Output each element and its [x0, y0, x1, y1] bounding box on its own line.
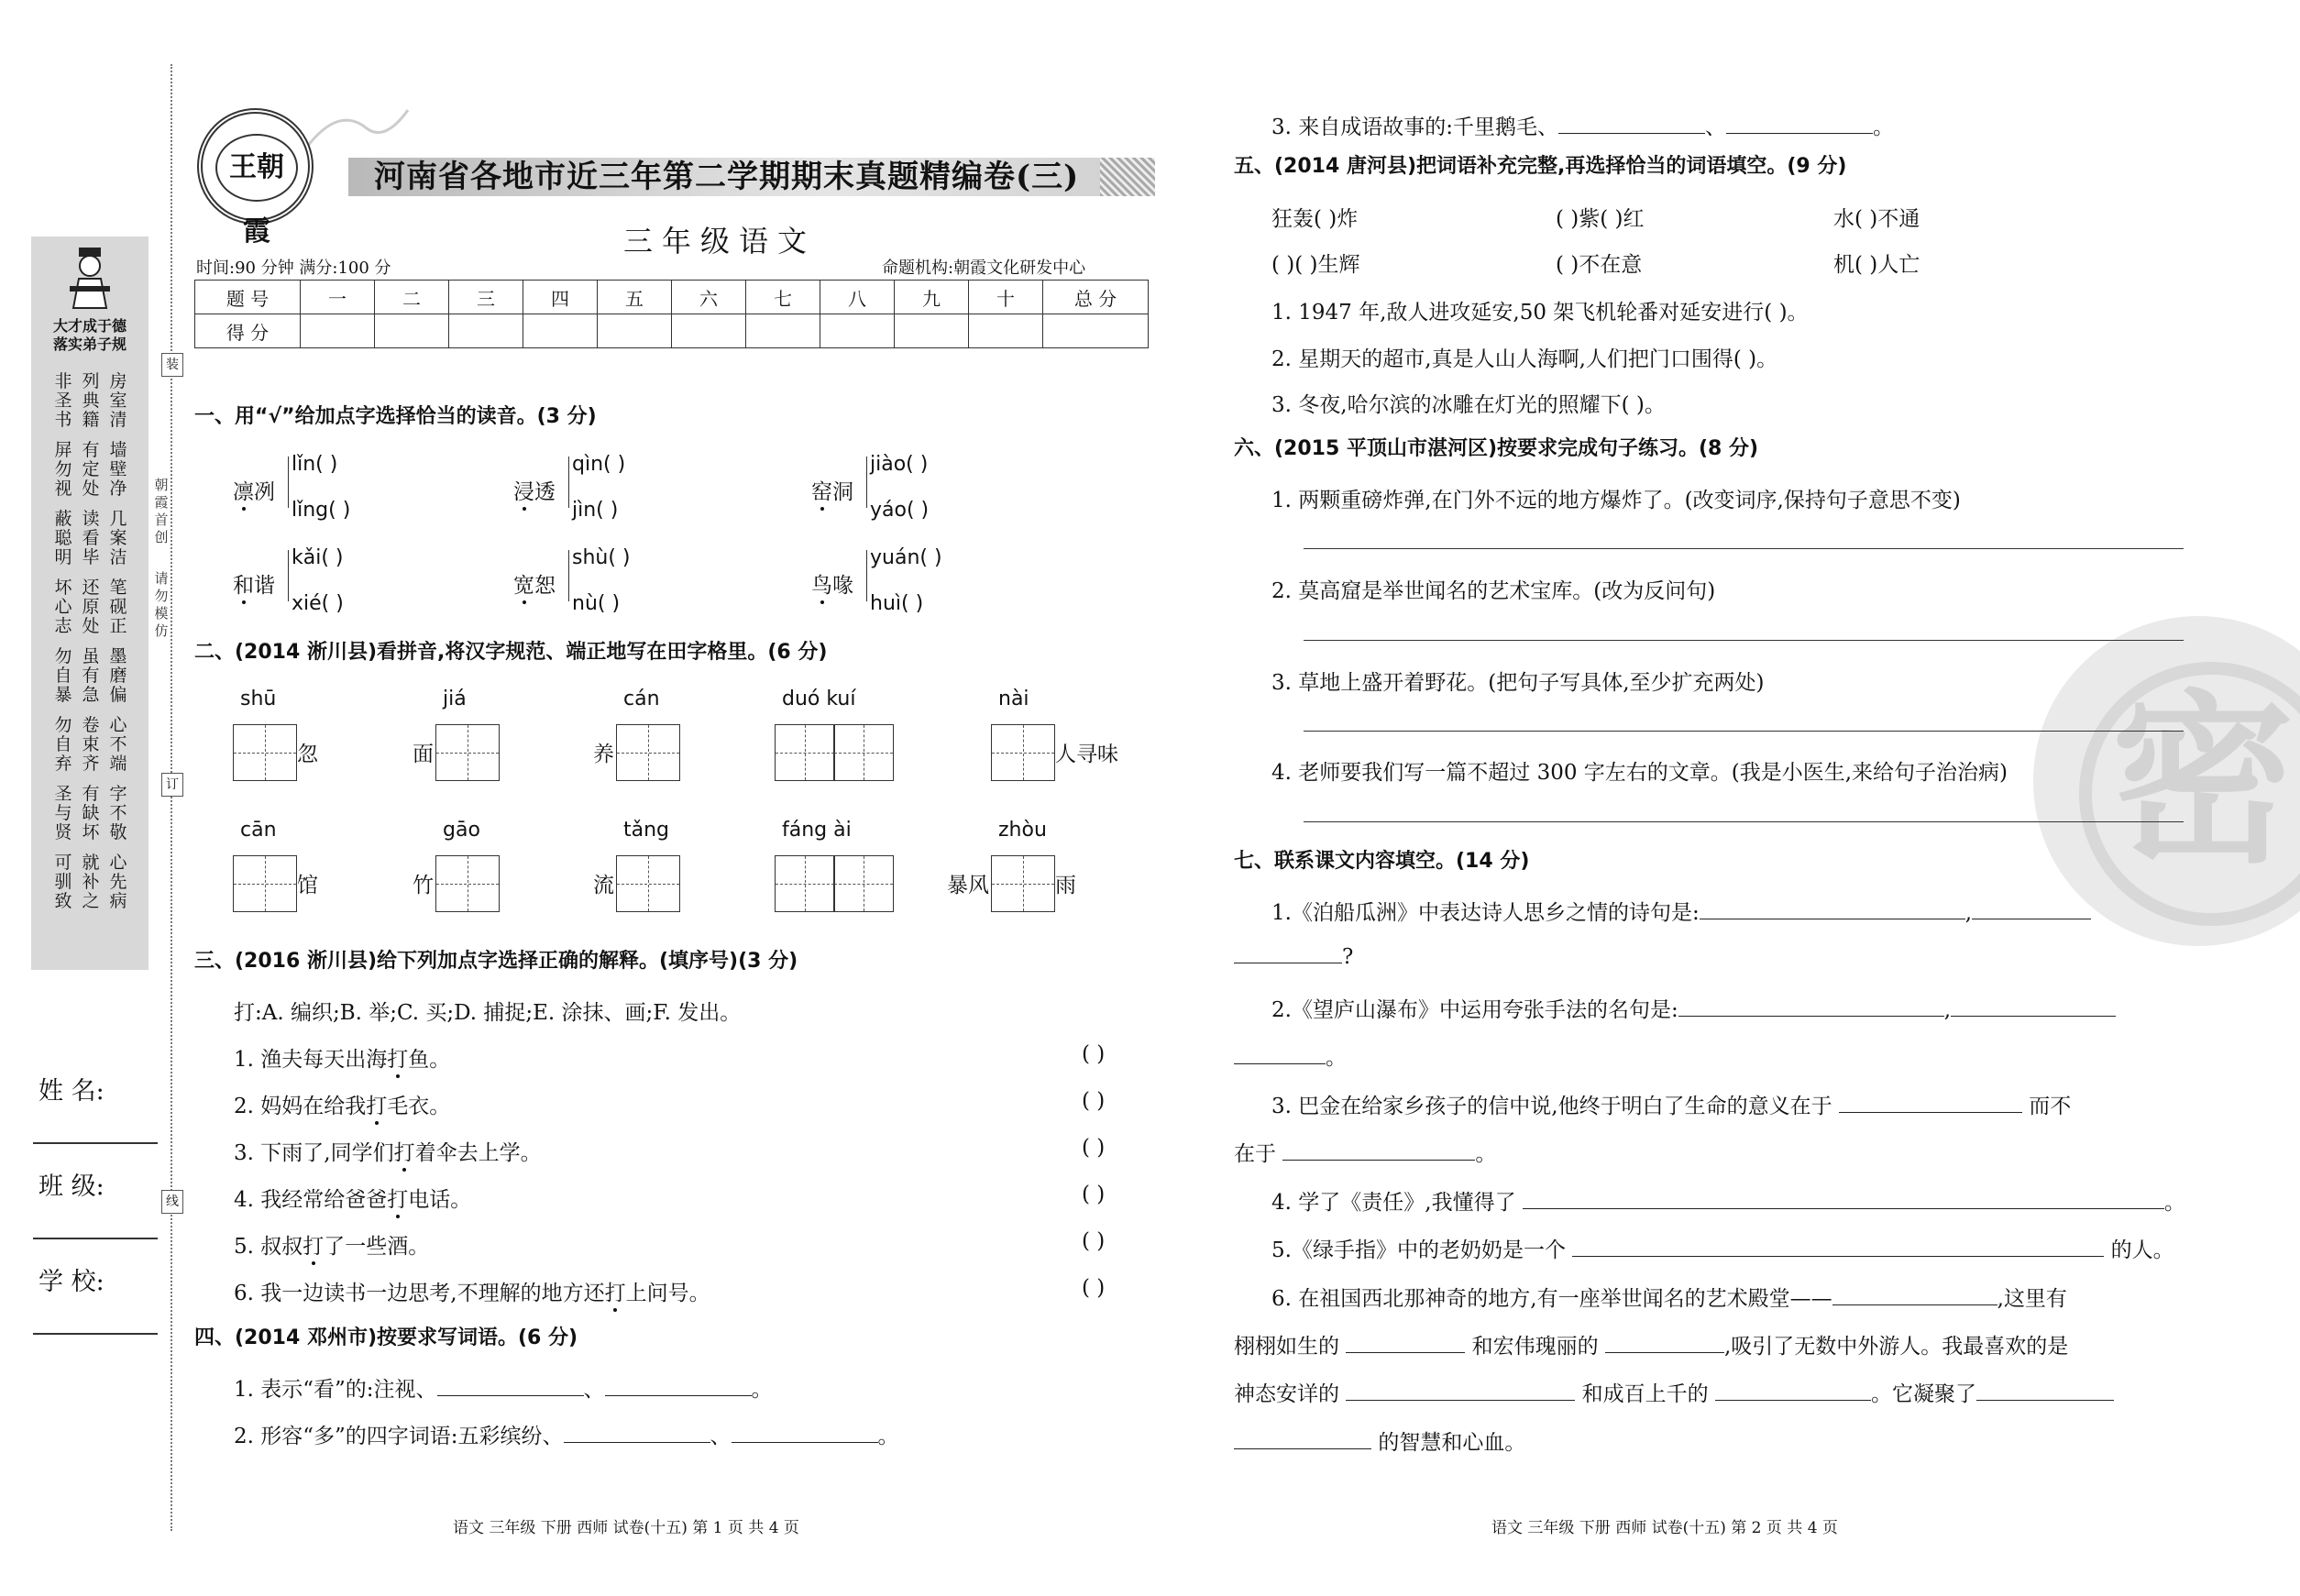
s2-char-after: 忽: [297, 743, 318, 766]
s5-q2[interactable]: 2. 星期天的超市,真是人山人海啊,人们把门口围得( )。: [1271, 347, 1778, 371]
s2-pinyin: jiá: [443, 688, 467, 710]
s1-word: [811, 475, 853, 505]
score-header-cell: 总 分: [1043, 281, 1149, 314]
s1-option-2[interactable]: jìn( ): [572, 499, 619, 522]
s5-q3[interactable]: 3. 冬夜,哈尔滨的冰雕在灯光的照耀下( )。: [1271, 393, 1666, 417]
s7-q6-blank-7[interactable]: [1234, 1430, 1371, 1449]
score-cell[interactable]: [375, 314, 449, 348]
s7-q2: 2.《望庐山瀑布》中运用夸张手法的名句是: ,: [1271, 993, 2116, 1023]
s1-char: 谐: [254, 574, 275, 598]
tianzige-cell[interactable]: [833, 724, 894, 781]
proverb-group: [50, 716, 138, 785]
s7-q2-cont: 。: [1234, 1040, 1347, 1071]
proverb-column: 蔽聪明: [54, 509, 72, 567]
s2-pinyin: fáng ài: [782, 819, 852, 842]
s5-idiom[interactable]: ( )不在意: [1556, 253, 1643, 277]
s1-option-1[interactable]: yuán( ): [870, 546, 942, 569]
s3-question: 4. 我经常给爸爸打电话。: [234, 1188, 472, 1212]
proverb-column: 笔砚正: [109, 578, 127, 636]
s2-pinyin: shū: [240, 688, 277, 710]
tianzige-cell[interactable]: [775, 855, 835, 912]
proverb-column: 心不端: [109, 715, 127, 774]
proverb-group: [50, 853, 138, 922]
name-label: 姓 名:: [39, 1077, 105, 1106]
proverb-column: 字不敬: [109, 784, 127, 842]
s7-q6-blank-5[interactable]: [1715, 1381, 1871, 1401]
s4-blank-1a[interactable]: [437, 1377, 584, 1396]
s2-char-after: 馆: [297, 874, 318, 897]
school-field[interactable]: [33, 1333, 158, 1335]
s1-option-2[interactable]: yáo( ): [870, 499, 930, 522]
score-cell[interactable]: [449, 314, 523, 348]
s3-question: 6. 我一边读书一边思考,不理解的地方还打上问号。: [234, 1282, 710, 1305]
watermark-char: 密: [2111, 673, 2295, 888]
s5-idiom[interactable]: 机( )人亡: [1833, 253, 1920, 277]
s2-pinyin: cán: [623, 688, 660, 710]
s3-question: 1. 渔夫每天出海打鱼。: [234, 1048, 451, 1072]
s3-options: 打:A. 编织;B. 举;C. 买;D. 捕捉;E. 涂抹、画;F. 发出。: [234, 1001, 742, 1025]
s1-heading: 一、用“√”给加点字选择恰当的读音。(3 分): [194, 405, 597, 428]
score-header-cell: 题 号: [195, 281, 301, 314]
s4-blank-2a[interactable]: [564, 1424, 710, 1443]
s3-question: 2. 妈妈在给我打毛衣。: [234, 1095, 451, 1118]
s1-option-1[interactable]: kǎi( ): [292, 546, 344, 569]
score-cell[interactable]: [598, 314, 672, 348]
s6-answer-line-4[interactable]: [1304, 821, 2184, 822]
s1-dotted-char: 宽: [513, 574, 534, 598]
s4-item-1: 1. 表示“看”的:注视、 、 。: [234, 1378, 773, 1402]
proverb-group: [50, 785, 138, 853]
proverb-column: 屏勿视: [54, 440, 72, 499]
s7-heading: 七、联系课文内容填空。(14 分): [1234, 850, 1530, 873]
proverb-group: [50, 510, 138, 578]
s1-bracket: [288, 457, 289, 508]
bind-tag-zhuang: 装: [161, 353, 183, 377]
s1-bracket: [866, 550, 867, 601]
banner-pattern: [1100, 158, 1155, 196]
s1-dotted-char: 凛: [233, 480, 254, 504]
tianzige-cell[interactable]: [233, 855, 297, 912]
score-header-cell: 一: [301, 281, 375, 314]
proverb-column: 可驯致: [54, 853, 72, 911]
s1-dotted-char: 和: [233, 574, 254, 598]
score-table-score-row: [195, 314, 1149, 348]
score-cell[interactable]: [820, 314, 895, 348]
s7-q6-line-4: 的智慧和心血。: [1234, 1425, 1525, 1456]
class-field[interactable]: [33, 1238, 158, 1239]
s5-idiom[interactable]: ( )( )生辉: [1271, 253, 1360, 277]
s3-dotted-char: 打: [366, 1095, 388, 1118]
s7-q4: 4. 学了《责任》,我懂得了 。: [1271, 1191, 2185, 1215]
tianzige-cell[interactable]: [435, 724, 500, 781]
s1-option-1[interactable]: lǐn( ): [292, 453, 338, 476]
s3-dotted-char: 打: [303, 1235, 325, 1259]
s3-heading: 三、(2016 淅川县)给下列加点字选择正确的解释。(填序号)(3 分): [194, 950, 798, 973]
s1-char: 冽: [254, 480, 275, 504]
s5-idiom[interactable]: ( )紫( )红: [1556, 207, 1645, 231]
s7-q4-blank[interactable]: [1523, 1190, 2164, 1209]
s5-heading: 五、(2014 唐河县)把词语补充完整,再选择恰当的词语填空。(9 分): [1234, 155, 1847, 178]
score-header-cell: 三: [449, 281, 523, 314]
proverb-column: 有缺坏: [82, 784, 100, 842]
s7-q6-blank-2[interactable]: [1346, 1334, 1465, 1353]
proverb-column: 墨磨偏: [109, 646, 127, 705]
footer-left: 语文 三年级 下册 西师 试卷(十五) 第 1 页 共 4 页: [453, 1519, 799, 1537]
logo-text: 王朝霞: [215, 134, 298, 202]
s1-word: [513, 475, 556, 505]
s3-dotted-char: 打: [387, 1048, 409, 1072]
s2-char-before: 暴风: [947, 874, 989, 897]
proverb-column: 坏心志: [54, 578, 72, 636]
s4-blank-3a[interactable]: [1558, 115, 1705, 134]
score-cell[interactable]: [523, 314, 598, 348]
bind-tag-xian: 线: [161, 1190, 183, 1214]
s1-option-2[interactable]: xié( ): [292, 592, 344, 615]
s7-q1-cont: ?: [1234, 944, 1353, 969]
score-header-cell: 九: [895, 281, 969, 314]
s2-pinyin: duó kuí: [782, 688, 856, 710]
s1-dotted-char: 浸: [513, 480, 534, 504]
s3-answer-paren[interactable]: ( ): [1082, 1089, 1106, 1113]
s7-q6-blank-3[interactable]: [1605, 1334, 1724, 1353]
s7-q1-blank-1[interactable]: [1700, 900, 1965, 919]
s7-q6-line-3: 神态安详的 和成百上千的 。它凝聚了: [1234, 1377, 2114, 1407]
s3-answer-paren[interactable]: ( ): [1082, 1276, 1106, 1300]
proverb-grid: [50, 372, 138, 922]
s1-option-1[interactable]: qìn( ): [572, 453, 626, 476]
s1-bracket: [288, 550, 289, 601]
s4-item-2: 2. 形容“多”的四字词语:五彩缤纷、 、 。: [234, 1425, 899, 1448]
score-header-cell: 四: [523, 281, 598, 314]
s4-blank-2b[interactable]: [732, 1424, 878, 1443]
s7-q6-line-1: 6. 在祖国西北那神奇的地方,有一座举世闻名的艺术殿堂—— ,这里有: [1271, 1287, 2067, 1311]
s7-q6-blank-1[interactable]: [1832, 1286, 1997, 1305]
tianzige-cell[interactable]: [833, 855, 894, 912]
exam-title: 河南省各地市近三年第二学期期末真题精编卷(三): [374, 159, 1080, 195]
s1-dotted-char: 鸟: [811, 574, 832, 598]
s5-idiom[interactable]: 水( )不通: [1833, 207, 1920, 231]
tianzige-cell[interactable]: [616, 724, 680, 781]
proverb-column: 几案洁: [109, 509, 127, 567]
s2-char-before: 养: [593, 743, 614, 766]
s2-pinyin: cān: [240, 819, 277, 842]
score-header-cell: 七: [746, 281, 820, 314]
s7-q2-blank-3[interactable]: [1234, 1045, 1326, 1064]
s1-word: [513, 568, 556, 599]
score-cell[interactable]: [746, 314, 820, 348]
score-header-cell: 十: [969, 281, 1043, 314]
s1-dotted-char: 窑: [811, 480, 832, 504]
proverb-column: 还原处: [82, 578, 100, 636]
proverb-column: 勿自弃: [54, 715, 72, 774]
s7-q1-blank-3[interactable]: [1234, 944, 1342, 963]
s1-bracket: [568, 457, 569, 508]
class-label: 班 级:: [39, 1172, 105, 1201]
s1-char: 恕: [534, 574, 556, 598]
score-cell[interactable]: [1043, 314, 1149, 348]
s2-char-before: 流: [593, 874, 614, 897]
s5-q1[interactable]: 1. 1947 年,敌人进攻延安,50 架飞机轮番对延安进行( )。: [1271, 301, 1809, 325]
sidebar-motto: 大才成于德 落实弟子规: [52, 317, 127, 353]
s2-char-before: 面: [413, 743, 434, 766]
proverb-group: [50, 372, 138, 441]
s1-char: 透: [534, 480, 556, 504]
s1-word: [233, 475, 275, 505]
tianzige-cell[interactable]: [991, 724, 1055, 781]
s2-pinyin: nài: [998, 688, 1029, 710]
proverb-column: 就补之: [82, 853, 100, 911]
s7-q6-blank-6[interactable]: [1976, 1381, 2114, 1401]
proverb-group: [50, 647, 138, 716]
score-header-cell: 八: [820, 281, 895, 314]
org-info: 命题机构:朝霞文化研发中心: [882, 259, 1086, 278]
vertical-note-1: 朝霞首创: [154, 477, 169, 545]
proverb-column: 墙壁净: [109, 440, 127, 499]
proverb-column: 有定处: [82, 440, 100, 499]
score-cell[interactable]: [301, 314, 375, 348]
proverb-column: 心先病: [109, 853, 127, 911]
s3-answer-paren[interactable]: ( ): [1082, 1042, 1106, 1066]
s6-q2: 2. 莫高窟是举世闻名的艺术宝库。(改为反问句): [1271, 579, 1716, 603]
s7-q5-blank[interactable]: [1572, 1238, 2104, 1257]
s7-q3-blank-1[interactable]: [1839, 1094, 2022, 1113]
score-table-header-row: [195, 281, 1149, 314]
s4-blank-3b[interactable]: [1726, 115, 1873, 134]
tianzige-cell[interactable]: [616, 855, 680, 912]
s7-q5: 5.《绿手指》中的老奶奶是一个 的人。: [1271, 1238, 2174, 1262]
s1-option-2[interactable]: lǐng( ): [292, 499, 351, 522]
s7-q6-line-2: 栩栩如生的 和宏伟瑰丽的 ,吸引了无数中外游人。我最喜欢的是: [1234, 1335, 2069, 1359]
s7-q2-blank-2[interactable]: [1951, 997, 2116, 1017]
proverb-column: 列典籍: [82, 371, 100, 430]
s1-option-1[interactable]: jiào( ): [870, 453, 929, 476]
proverb-group: [50, 578, 138, 647]
s7-q2-blank-1[interactable]: [1678, 997, 1944, 1017]
s6-heading: 六、(2015 平顶山市湛河区)按要求完成句子练习。(8 分): [1234, 437, 1759, 460]
vertical-note-2: 请勿模仿: [154, 570, 169, 639]
s1-bracket: [568, 550, 569, 601]
scholar-figure-icon: [66, 246, 114, 310]
s4-blank-1b[interactable]: [605, 1377, 752, 1396]
score-row-label: 得 分: [195, 314, 301, 348]
s2-pinyin: gāo: [443, 819, 480, 842]
school-label: 学 校:: [39, 1268, 105, 1296]
proverb-column: 圣与贤: [54, 784, 72, 842]
score-cell[interactable]: [672, 314, 746, 348]
s2-heading: 二、(2014 淅川县)看拼音,将汉字规范、端正地写在田字格里。(6 分): [194, 641, 828, 664]
proverb-group: [50, 441, 138, 510]
s1-char: 洞: [832, 480, 853, 504]
s5-idiom[interactable]: 狂轰( )炸: [1271, 207, 1359, 231]
score-cell[interactable]: [895, 314, 969, 348]
s6-answer-line-3[interactable]: [1304, 731, 2184, 732]
score-cell[interactable]: [969, 314, 1043, 348]
s3-dotted-char: 打: [393, 1141, 415, 1165]
s7-q3-cont: 在于 。: [1234, 1142, 1497, 1166]
tianzige-cell[interactable]: [435, 855, 500, 912]
sidebar-panel: [31, 237, 149, 970]
s3-question: 5. 叔叔打了一些酒。: [234, 1235, 430, 1259]
time-info: 时间:90 分钟 满分:100 分: [196, 259, 391, 278]
subject-title: 三年级语文: [623, 224, 817, 259]
ribbon-decoration-icon: [303, 101, 413, 156]
s1-word: [811, 568, 853, 599]
s3-question: 3. 下雨了,同学们打着伞去上学。: [234, 1141, 542, 1165]
s7-q3-blank-2[interactable]: [1282, 1141, 1475, 1161]
s6-q3: 3. 草地上盛开着野花。(把句子写具体,至少扩充两处): [1271, 671, 1765, 695]
s1-option-1[interactable]: shù( ): [572, 546, 631, 569]
s7-q6-blank-4[interactable]: [1346, 1381, 1575, 1401]
s4-heading: 四、(2014 邓州市)按要求写词语。(6 分): [194, 1326, 578, 1349]
proverb-column: 读看毕: [82, 509, 100, 567]
tianzige-cell[interactable]: [233, 724, 297, 781]
s1-word: [233, 568, 275, 599]
s2-char-before: 竹: [413, 874, 434, 897]
s2-pinyin: zhòu: [998, 819, 1047, 842]
s3-dotted-char: 打: [387, 1188, 409, 1212]
proverb-column: 虽有急: [82, 646, 100, 705]
s6-q4: 4. 老师要我们写一篇不超过 300 字左右的文章。(我是小医生,来给句子治治病): [1271, 761, 2008, 785]
s7-q1: 1.《泊船瓜洲》中表达诗人思乡之情的诗句是: ,: [1271, 896, 2091, 926]
s6-answer-line-2[interactable]: [1304, 640, 2184, 641]
score-header-cell: 二: [375, 281, 449, 314]
logo: [197, 108, 314, 248]
s2-char-after: 雨: [1055, 874, 1076, 897]
score-header-cell: 五: [598, 281, 672, 314]
s6-q1: 1. 两颗重磅炸弹,在门外不远的地方爆炸了。(改变词序,保持句子意思不变): [1271, 489, 1961, 512]
proverb-column: 勿自暴: [54, 646, 72, 705]
score-table: [194, 280, 1149, 348]
s7-q3: 3. 巴金在给家乡孩子的信中说,他终于明白了生命的意义在于 而不: [1271, 1095, 2072, 1118]
s1-option-2[interactable]: nù( ): [572, 592, 621, 615]
footer-right: 语文 三年级 下册 西师 试卷(十五) 第 2 页 共 4 页: [1491, 1519, 1838, 1537]
s1-option-2[interactable]: huì( ): [870, 592, 924, 615]
score-header-cell: 六: [672, 281, 746, 314]
tianzige-cell[interactable]: [775, 724, 835, 781]
s3-answer-paren[interactable]: ( ): [1082, 1136, 1106, 1160]
binding-line: [171, 64, 172, 1531]
s1-char: 喙: [832, 574, 853, 598]
tianzige-cell[interactable]: [991, 855, 1055, 912]
name-field[interactable]: [33, 1142, 158, 1144]
s3-answer-paren[interactable]: ( ): [1082, 1183, 1106, 1206]
s7-q1-blank-2[interactable]: [1972, 900, 2091, 919]
proverb-column: 房室清: [109, 371, 127, 430]
s2-pinyin: tǎng: [623, 819, 670, 842]
s2-char-after: 人寻味: [1055, 743, 1118, 766]
s4-item-3: 3. 来自成语故事的:千里鹅毛、 、 。: [1271, 116, 1895, 139]
bind-tag-ding: 订: [161, 773, 183, 797]
proverb-column: 卷束齐: [82, 715, 100, 774]
s3-dotted-char: 打: [604, 1282, 626, 1305]
s3-answer-paren[interactable]: ( ): [1082, 1229, 1106, 1253]
s1-bracket: [866, 457, 867, 508]
s6-answer-line-1[interactable]: [1304, 548, 2184, 549]
proverb-column: 非圣书: [54, 371, 72, 430]
